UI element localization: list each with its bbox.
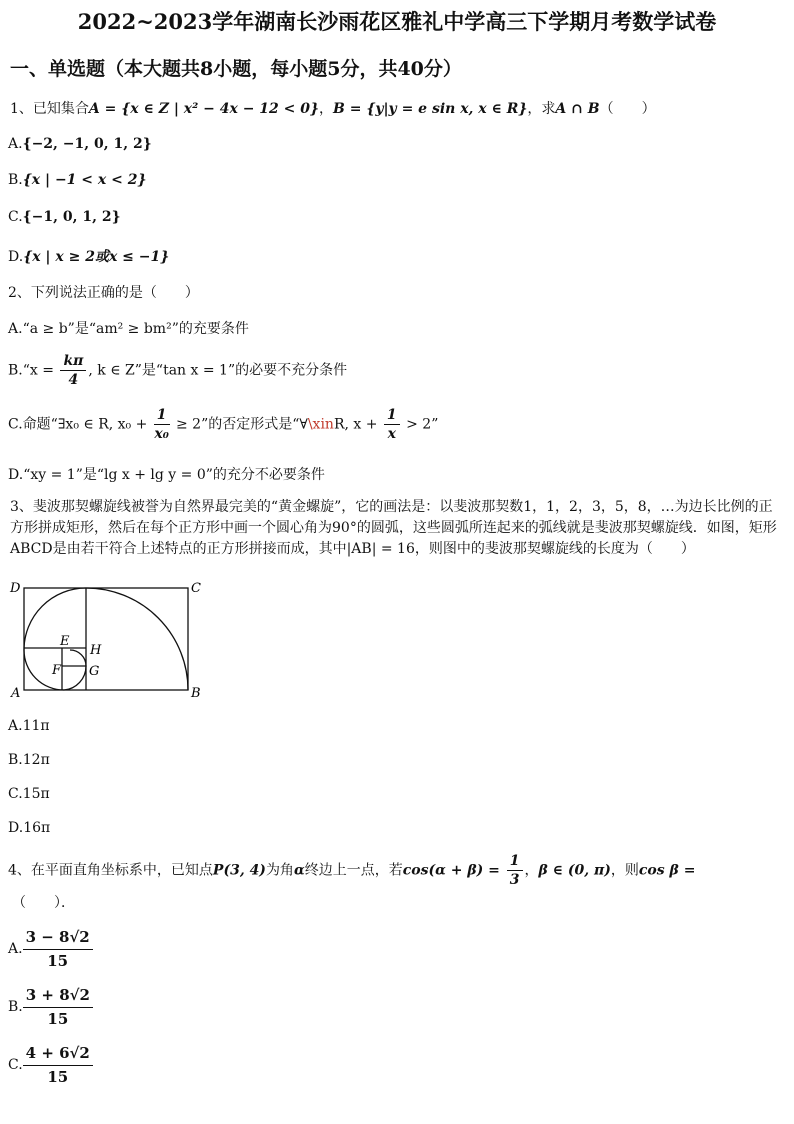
denominator: 3 xyxy=(509,872,520,888)
q4-option-c[interactable] xyxy=(8,1042,93,1088)
option-text-mid: ≥ 2”的否定形式是“∀ xyxy=(171,416,308,433)
q4-option-b[interactable] xyxy=(8,984,93,1030)
q1-sep: ， xyxy=(319,101,334,117)
q2-option-b[interactable] xyxy=(8,352,347,389)
condition: cos(α + β) = xyxy=(402,862,505,879)
q4-text: ，则 xyxy=(610,862,639,879)
numerator: 1 xyxy=(154,406,170,425)
question-number: 4、 xyxy=(8,862,31,879)
option-label: C. xyxy=(8,786,23,802)
fraction xyxy=(23,984,93,1030)
option-label: D. xyxy=(8,249,24,265)
option-text: 12π xyxy=(22,752,50,768)
question-number: 2、 xyxy=(8,285,31,301)
question-4-stem xyxy=(8,852,695,889)
set-b: B = {y|y = e sin x, x ∈ R} xyxy=(333,101,528,117)
q4-option-a[interactable] xyxy=(8,926,93,972)
option-label: A. xyxy=(8,718,23,734)
answer-paren: （ ） xyxy=(599,101,656,117)
numerator: 1 xyxy=(384,406,400,425)
beta-range: β ∈ (0, π) xyxy=(538,862,611,879)
q3-stem-text: 斐波那契螺旋线被誉为自然界最完美的“黄金螺旋”，它的画法是：以斐波那契数1，1，2，3，5，8，…为边长比例的正方形拼成矩形，然后在每个正方形中画一个圆心角为90°的圆弧，这些圆弧所连起来的弧线就是斐波那契螺旋线．如图，矩形ABCD是由若干符合上述特点的正方形拼接而成，其中|AB| = 16，则图中的斐波那契螺旋线的长度为（ ） xyxy=(10,499,777,557)
option-text: {x | −1 < x < 2} xyxy=(22,172,147,188)
target-expression: cos β = xyxy=(638,862,696,879)
fraction xyxy=(154,406,170,443)
question-1-stem xyxy=(10,98,656,120)
intersection: A ∩ B xyxy=(555,101,600,117)
rectangle-abcd xyxy=(24,588,188,690)
option-label: C. xyxy=(8,416,23,433)
option-label: D. xyxy=(8,820,24,836)
numerator: 4 + 6√2 xyxy=(23,1042,93,1066)
latex-error-text: \xin xyxy=(307,416,334,433)
fibonacci-spiral-figure xyxy=(8,578,208,700)
q3-option-d[interactable] xyxy=(8,820,50,836)
option-label: D. xyxy=(8,467,24,483)
q1-pre: 已知集合 xyxy=(32,101,89,117)
question-2-stem xyxy=(8,282,199,304)
numerator: 3 + 8√2 xyxy=(23,984,93,1008)
option-text: 11π xyxy=(22,718,50,734)
q1-option-a[interactable] xyxy=(8,136,152,152)
option-text: {−2, −1, 0, 1, 2} xyxy=(22,136,152,152)
question-number: 1、 xyxy=(10,101,33,117)
answer-paren: （ ）． xyxy=(12,895,75,911)
spiral-curve xyxy=(24,588,188,690)
label-a: A xyxy=(11,686,21,700)
label-f: F xyxy=(52,663,62,678)
denominator: 15 xyxy=(47,952,69,970)
label-b: B xyxy=(191,686,201,700)
option-text-mid2: R, x + xyxy=(333,416,382,433)
denominator: 15 xyxy=(47,1068,69,1086)
option-label: A. xyxy=(8,321,23,337)
option-text: “a ≥ b”是“am² ≥ bm²”的充要条件 xyxy=(22,321,249,337)
option-label: C. xyxy=(8,209,23,225)
q4-text: 终边上一点，若 xyxy=(304,862,403,879)
option-text: 15π xyxy=(22,786,50,802)
q4-text: 为角 xyxy=(265,862,294,879)
label-g: G xyxy=(89,664,100,679)
option-text: {x | x ≥ 2或x ≤ −1} xyxy=(23,249,170,265)
q3-option-b[interactable] xyxy=(8,752,50,768)
denominator: x₀ xyxy=(154,426,169,442)
fraction xyxy=(507,852,523,889)
fraction xyxy=(384,406,400,443)
q1-ask: ，求 xyxy=(527,101,556,117)
option-label: A. xyxy=(8,941,23,957)
label-c: C xyxy=(191,581,201,596)
option-text-tail: , k ∈ Z”是“tan x = 1”的必要不充分条件 xyxy=(88,362,348,379)
numerator: 1 xyxy=(507,852,523,871)
exam-title: 2022~2023学年湖南长沙雨花区雅礼中学高三下学期月考数学试卷 xyxy=(77,9,717,34)
label-e: E xyxy=(60,634,70,649)
q3-option-c[interactable] xyxy=(8,786,50,802)
denominator: x xyxy=(387,426,396,442)
section-heading: 一、单选题（本大题共8小题，每小题5分，共40分） xyxy=(10,58,462,80)
denominator: 15 xyxy=(47,1010,69,1028)
option-label: C. xyxy=(8,1057,23,1073)
question-number: 3、 xyxy=(10,499,33,515)
option-label: B. xyxy=(8,999,23,1015)
set-a: A = {x ∈ Z | x² − 4x − 12 < 0} xyxy=(88,101,320,117)
option-text: {−1, 0, 1, 2} xyxy=(22,209,121,225)
option-text: “x = xyxy=(22,362,59,379)
fraction xyxy=(23,1042,93,1088)
q1-option-b[interactable] xyxy=(8,172,146,188)
option-label: B. xyxy=(8,362,23,379)
numerator: 3 − 8√2 xyxy=(23,926,93,950)
angle-alpha: α xyxy=(293,862,305,879)
option-text-tail: > 2” xyxy=(401,416,439,433)
q2-option-c[interactable] xyxy=(8,406,438,443)
q2-option-d[interactable] xyxy=(8,464,325,484)
numerator: kπ xyxy=(60,352,86,371)
option-text: 命题“∃x₀ ∈ R, x₀ + xyxy=(22,416,152,433)
denominator: 4 xyxy=(68,372,79,388)
option-label: B. xyxy=(8,172,23,188)
option-label: A. xyxy=(8,136,23,152)
label-d: D xyxy=(10,581,21,596)
option-text: “xy = 1”是“lg x + lg y = 0”的充分不必要条件 xyxy=(23,467,325,483)
option-text: 16π xyxy=(23,820,51,836)
label-h: H xyxy=(90,643,102,658)
q3-option-a[interactable] xyxy=(8,718,50,734)
q2-stem-text: 下列说法正确的是（ ） xyxy=(30,285,199,301)
q1-option-c[interactable] xyxy=(8,209,121,225)
q2-option-a[interactable] xyxy=(8,318,249,338)
fraction xyxy=(60,352,86,389)
q4-text: 在平面直角坐标系中，已知点 xyxy=(30,862,213,879)
point-p: P(3, 4) xyxy=(212,862,266,879)
q1-option-d[interactable] xyxy=(8,246,169,266)
option-label: B. xyxy=(8,752,23,768)
fraction xyxy=(23,926,93,972)
question-3-stem xyxy=(10,497,786,560)
q4-text: ， xyxy=(524,862,539,879)
